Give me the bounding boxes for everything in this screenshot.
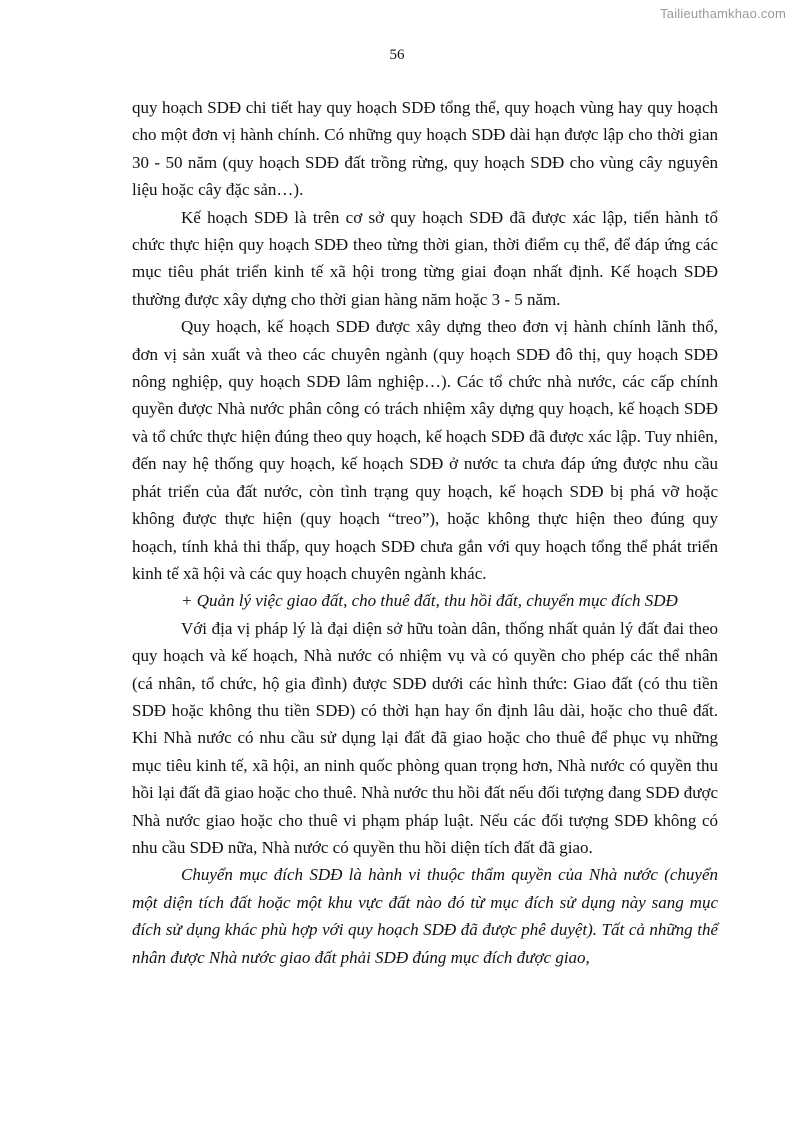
document-body	[132, 94, 718, 971]
watermark-text: Tailieuthamkhao.com	[660, 6, 786, 21]
page-number: 56	[389, 47, 405, 63]
paragraph-quy-hoach: Quy hoạch, kế hoạch SDĐ được xây dựng theo đơn vị hành chính lãnh thổ, đơn vị sản xuất và theo các chuyên ngành (quy hoạch SDĐ đô thị, quy hoạch SDĐ nông nghiệp, quy hoạch SDĐ lâm nghiệp…). Các tổ chức nhà nước, các cấp chính quyền được Nhà nước phân công có trách nhiệm xây dựng quy hoạch, kế hoạch SDĐ và tổ chức thực hiện đúng theo quy hoạch, kế hoạch SDĐ đã được xác lập. Tuy nhiên, đến nay hệ thống quy hoạch, kế hoạch SDĐ ở nước ta chưa đáp ứng được nhu cầu phát triển của đất nước, còn tình trạng quy hoạch, kế hoạch SDĐ bị phá vỡ hoặc không được thực hiện (quy hoạch “treo”), hoặc không thực hiện theo đúng quy hoạch, tính khả thi thấp, quy hoạch SDĐ chưa gắn với quy hoạch tổng thể phát triển kinh tế xã hội và các quy hoạch chuyên ngành khác.	[132, 317, 718, 583]
paragraph-continuation: quy hoạch SDĐ chi tiết hay quy hoạch SDĐ tổng thể, quy hoạch vùng hay quy hoạch cho một đơn vị hành chính. Có những quy hoạch SDĐ dài hạn được lập cho thời gian 30 - 50 năm (quy hoạch SDĐ đất trồng rừng, quy hoạch SDĐ cho vùng cây nguyên liệu hoặc cây đặc sản…).	[132, 98, 718, 200]
paragraph-ke-hoach: Kế hoạch SDĐ là trên cơ sở quy hoạch SDĐ đã được xác lập, tiến hành tổ chức thực hiện quy hoạch SDĐ theo từng thời gian, thời điểm cụ thể, để đáp ứng các mục tiêu phát triển kinh tế xã hội trong từng giai đoạn nhất định. Kế hoạch SDĐ thường được xây dựng cho thời gian hàng năm hoặc 3 - 5 năm.	[132, 207, 718, 309]
paragraph-giao-dat: Với địa vị pháp lý là đại diện sở hữu toàn dân, thống nhất quản lý đất đai theo quy hoạch và kế hoạch, Nhà nước có nhiệm vụ và có quyền cho phép các thể nhân (cá nhân, tổ chức, hộ gia đình) được SDĐ dưới các hình thức: Giao đất (có thu tiền SDĐ hoặc không thu tiền SDĐ) có thời hạn hay ổn định lâu dài, hoặc cho thuê đất. Khi Nhà nước có nhu cầu sử dụng lại đất đã giao hoặc cho thuê để phục vụ những mục tiêu kinh tế, xã hội, an ninh quốc phòng quan trọng hơn, Nhà nước có quyền thu hồi lại đất đã giao hoặc cho thuê. Nhà nước thu hồi đất nếu đối tượng đang SDĐ được Nhà nước giao hoặc cho thuê vi phạm pháp luật. Nếu các đối tượng SDĐ không có nhu cầu SDĐ nữa, Nhà nước có quyền thu hồi diện tích đất đã giao.	[132, 618, 718, 857]
section-heading: + Quản lý việc giao đất, cho thuê đất, thu hồi đất, chuyển mục đích SDĐ	[181, 591, 678, 611]
paragraph-chuyen-muc-dich: Chuyển mục đích SDĐ là hành vi thuộc thẩm quyền của Nhà nước (chuyển một diện tích đất hoặc một khu vực đất nào đó từ mục đích sử dụng này sang mục đích sử dụng khác phù hợp với quy hoạch SDĐ đã được phê duyệt). Tất cả những thể nhân được Nhà nước giao đất phải SDĐ đúng mục đích được giao,	[132, 865, 718, 967]
